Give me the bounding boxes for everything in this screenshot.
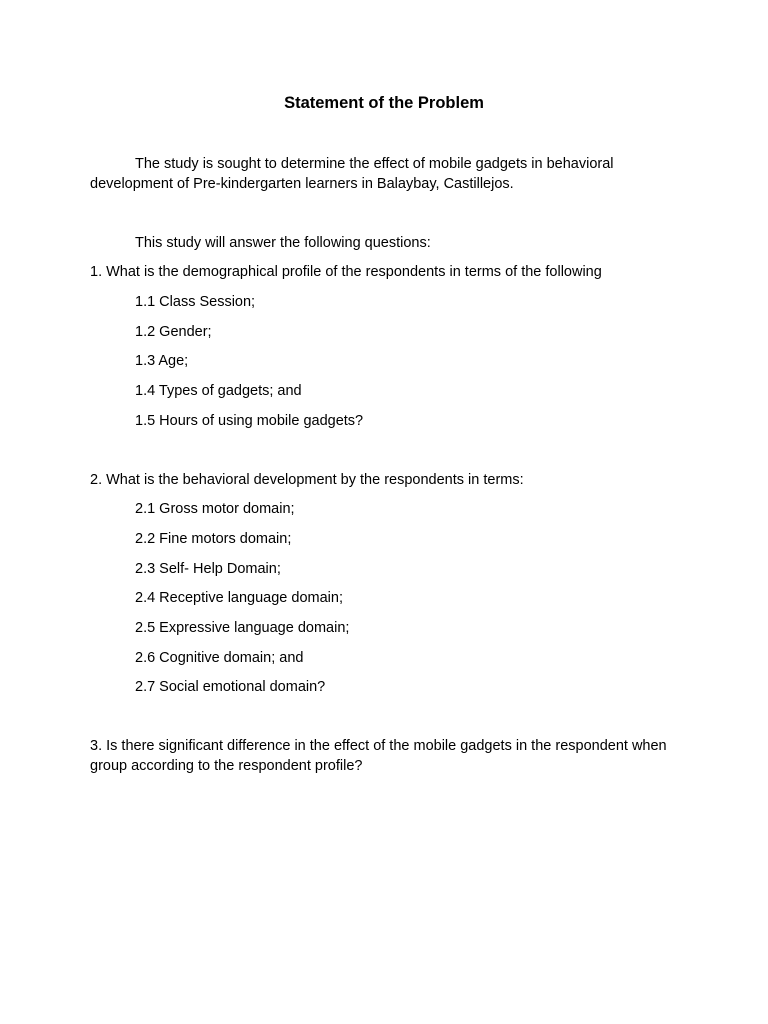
- question-2: 2. What is the behavioral development by the respondents in terms:: [90, 472, 524, 488]
- document-title: Statement of the Problem: [284, 94, 484, 112]
- questions-intro: This study will answer the following questions:: [135, 235, 431, 251]
- question-2-item: 2.2 Fine motors domain;: [135, 531, 292, 547]
- question-2-item: 2.5 Expressive language domain;: [135, 620, 350, 636]
- question-2-item: 2.3 Self- Help Domain;: [135, 561, 281, 577]
- question-1-item: 1.4 Types of gadgets; and: [135, 383, 302, 399]
- question-2-item: 2.6 Cognitive domain; and: [135, 650, 304, 666]
- question-1-item: 1.1 Class Session;: [135, 294, 256, 310]
- question-1-item: 1.2 Gender;: [135, 324, 212, 340]
- question-3: 3. Is there significant difference in the effect of the mobile gadgets in the respondent when group according to the respondent profile?: [90, 738, 667, 774]
- question-1-item: 1.3 Age;: [135, 353, 189, 369]
- question-2-item: 2.7 Social emotional domain?: [135, 679, 326, 695]
- question-1-item: 1.5 Hours of using mobile gadgets?: [135, 413, 364, 429]
- question-1: 1. What is the demographical profile of the respondents in terms of the following: [90, 264, 602, 280]
- question-2-item: 2.1 Gross motor domain;: [135, 501, 295, 517]
- intro-paragraph: The study is sought to determine the effect of mobile gadgets in behavioral development of Pre-kindergarten learners in Balaybay, Castillejos.: [90, 156, 614, 192]
- question-2-item: 2.4 Receptive language domain;: [135, 590, 343, 606]
